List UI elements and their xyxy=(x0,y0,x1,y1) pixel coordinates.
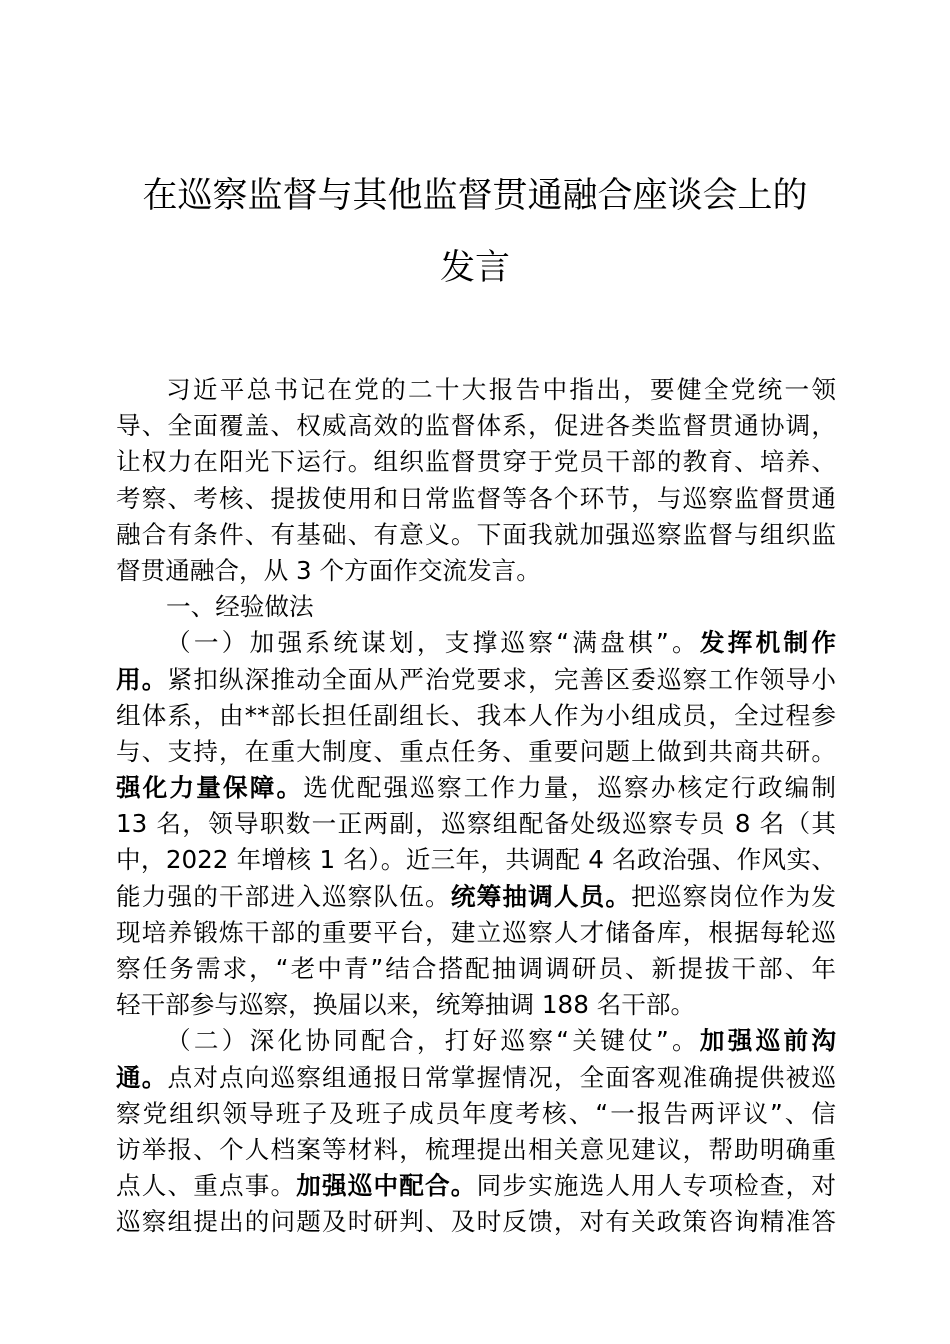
body-text: 轻干部参与巡察，换届以来，统筹抽调 188 名干部。 xyxy=(116,990,696,1020)
body-line xyxy=(116,589,836,625)
body-text: 同步实施选人用人专项检查，对 xyxy=(476,1171,836,1201)
body-text: 习近平总书记在党的二十大报告中指出，要健全党统一领 xyxy=(166,375,836,404)
body-line xyxy=(116,662,836,698)
bold-heading-text: 发挥机制作 xyxy=(699,628,836,658)
body-line xyxy=(116,806,836,842)
body-text: 让权力在阳光下运行。组织监督贯穿于党员干部的教育、培养、 xyxy=(116,447,836,477)
body-line xyxy=(116,517,836,553)
body-line xyxy=(116,842,836,878)
body-line xyxy=(116,372,836,408)
body-line xyxy=(116,1060,836,1096)
body-text: （一）加强系统谋划，支撑巡察“满盘棋”。 xyxy=(166,628,700,658)
body-text: 导、全面覆盖、权威高效的监督体系，促进各类监督贯通协调， xyxy=(116,411,836,441)
body-line xyxy=(116,1023,836,1059)
body-line xyxy=(116,951,836,987)
body-line xyxy=(116,1132,836,1168)
body-text: 组体系，由**部长担任副组长、我本人作为小组成员，全过程参 xyxy=(116,700,836,730)
body-line xyxy=(116,698,836,734)
bold-heading-text: 加强巡中配合。 xyxy=(296,1171,477,1201)
body-text: 紧扣纵深推动全面从严治党要求，完善区委巡察工作领导小 xyxy=(167,664,836,694)
body-text: 督贯通融合，从 3 个方面作交流发言。 xyxy=(116,555,541,585)
body-text: 能力强的干部进入巡察队伍。 xyxy=(116,881,451,911)
body-text: 13 名，领导职数一正两副，巡察组配备处级巡察专员 8 名（其 xyxy=(116,809,836,839)
body-text: 把巡察岗位作为发 xyxy=(631,881,836,911)
body-text: 融合有条件、有基础、有意义。下面我就加强巡察监督与组织监 xyxy=(116,519,836,549)
body-text: 选优配强巡察工作力量，巡察办核定行政编制 xyxy=(303,773,836,803)
bold-heading-text: 统筹抽调人员。 xyxy=(450,881,632,911)
body-line xyxy=(116,408,836,444)
body-line xyxy=(116,625,836,661)
body-text: 察党组织领导班子及班子成员年度考核、“一报告两评议”、信 xyxy=(116,1098,836,1128)
body-text: 察任务需求，“老中青”结合搭配抽调调研员、新提拔干部、年 xyxy=(116,954,836,983)
body-line xyxy=(116,734,836,770)
document-title-line-1: 在巡察监督与其他监督贯通融合座谈会上的 xyxy=(142,176,808,216)
document-body xyxy=(116,372,836,1241)
body-line xyxy=(116,1168,836,1204)
body-text: 巡察组提出的问题及时研判、及时反馈，对有关政策咨询精准答 xyxy=(116,1207,836,1237)
body-text: （二）深化协同配合，打好巡察“关键仗”。 xyxy=(166,1026,700,1056)
body-text: 点人、重点事。 xyxy=(116,1171,297,1201)
bold-heading-text: 加强巡前沟 xyxy=(699,1026,836,1056)
body-line xyxy=(116,1204,836,1240)
body-text: 点对点向巡察组通报日常掌握情况，全面客观准确提供被巡 xyxy=(167,1062,836,1092)
bold-heading-text: 用。 xyxy=(116,664,168,694)
body-line xyxy=(116,481,836,517)
body-text: 现培养锻炼干部的重要平台，建立巡察人才储备库，根据每轮巡 xyxy=(116,917,836,947)
bold-heading-text: 通。 xyxy=(116,1062,168,1092)
body-line xyxy=(116,444,836,480)
body-line xyxy=(116,1096,836,1132)
body-line xyxy=(116,770,836,806)
document-title-line-2: 发言 xyxy=(439,248,510,288)
body-line xyxy=(116,879,836,915)
bold-heading-text: 强化力量保障。 xyxy=(116,773,304,803)
body-line xyxy=(116,915,836,951)
body-text: 中，2022 年增核 1 名）。近三年，共调配 4 名政治强、作风实、 xyxy=(116,845,836,875)
body-text: 与、支持，在重大制度、重点任务、重要问题上做到共商共研。 xyxy=(116,736,836,766)
body-text: 考察、考核、提拔使用和日常监督等各个环节，与巡察监督贯通 xyxy=(116,483,836,513)
body-line xyxy=(116,553,836,589)
body-text: 访举报、个人档案等材料，梳理提出相关意见建议，帮助明确重 xyxy=(116,1134,836,1164)
body-line xyxy=(116,987,836,1023)
body-text: 一、经验做法 xyxy=(166,592,314,622)
